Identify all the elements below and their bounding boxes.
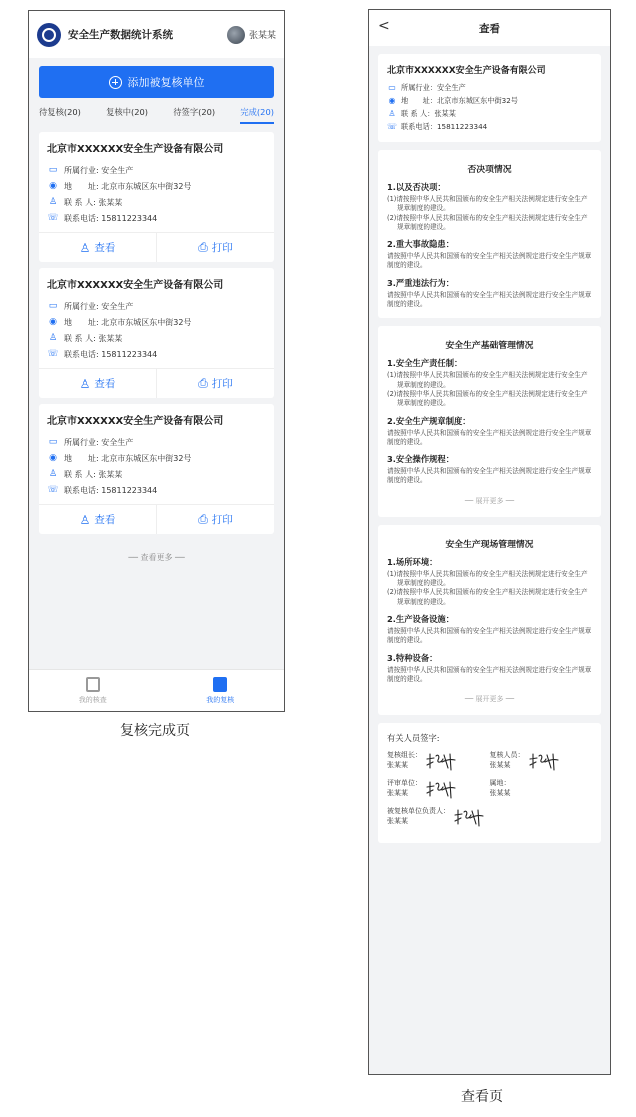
signature-title: 有关人员签字: — [387, 733, 440, 744]
briefcase-icon: ▭ — [48, 437, 58, 447]
address-value: 北京市东城区东中街32号 — [101, 453, 192, 463]
review-section-card — [378, 150, 601, 318]
address-row — [47, 450, 266, 466]
print-button[interactable] — [156, 505, 274, 534]
status-tabs — [29, 98, 284, 126]
company-name: 北京市XXXXXX安全生产设备有限公司 — [47, 144, 224, 155]
person-icon: ♙ — [388, 109, 396, 118]
contact-label: 联 系 人: — [64, 197, 96, 207]
section-title: 安全生产现场管理情况 — [445, 539, 534, 550]
tab-reviewing[interactable]: 复核中(20) — [106, 107, 149, 117]
contact-row — [47, 330, 266, 346]
signature-role: 被复核单位负责人： — [387, 807, 450, 816]
industry-value: 安全生产 — [101, 437, 134, 447]
contact-label: 联 系 人: — [64, 333, 96, 343]
address-row — [387, 94, 592, 107]
industry-row — [47, 434, 266, 450]
briefcase-icon: ▭ — [48, 301, 58, 311]
person-icon: ♙ — [79, 376, 91, 391]
industry-label: 所属行业: — [64, 301, 99, 311]
item-title: 1.安全生产责任制： — [387, 358, 463, 369]
card-body — [39, 404, 274, 504]
item-text: 请按照中华人民共和国颁布的安全生产相关法例规定进行安全生产规章制度的建设。 — [387, 428, 592, 446]
item-title: 3.特种设备： — [387, 652, 438, 663]
page-title: 查看 — [479, 22, 500, 35]
app-title: 安全生产数据统计系统 — [68, 29, 173, 41]
contact-value: 张某某 — [98, 469, 123, 479]
phone-icon: ☏ — [387, 122, 398, 131]
industry-row — [47, 298, 266, 314]
person-icon: ♙ — [48, 469, 58, 479]
view-label: 查看 — [94, 514, 116, 526]
handwritten-signature — [424, 750, 458, 772]
view-label: 查看 — [94, 378, 116, 390]
nav-my-check-label: 我的核查 — [78, 695, 107, 704]
back-arrow-icon[interactable]: < — [378, 18, 390, 34]
phone-icon: ☏ — [47, 485, 59, 495]
item-title: 1.以及否决项： — [387, 182, 446, 192]
signature-role: 复核组长： — [387, 751, 422, 760]
person-icon: ♙ — [48, 197, 58, 207]
card-body — [39, 132, 274, 232]
review-sections — [369, 150, 610, 715]
review-section-card — [378, 525, 601, 715]
expand-more-link[interactable]: ── 展开更多 ── — [464, 695, 515, 704]
phone-value: 15811223344 — [101, 349, 158, 359]
company-name: 北京市XXXXXX安全生产设备有限公司 — [47, 416, 224, 427]
bottom-nav — [29, 669, 284, 711]
app-header — [29, 11, 284, 58]
briefcase-icon: ▭ — [388, 83, 396, 92]
contact-label: 联 系 人: — [64, 469, 96, 479]
briefcase-icon: ▭ — [48, 165, 58, 175]
contact-row — [47, 466, 266, 482]
nav-my-review-label: 我的复核 — [206, 695, 235, 704]
print-label: 打印 — [211, 378, 233, 390]
item-text: (2)请按照中华人民共和国颁布的安全生产相关法例规定进行安全生产规章制度的建设。 — [387, 389, 588, 408]
card-actions — [39, 368, 274, 398]
address-label: 地 址: — [64, 317, 99, 327]
address-row — [47, 314, 266, 330]
phone-icon: ☏ — [47, 213, 59, 223]
signature-name: 张某某 — [489, 789, 511, 798]
view-button[interactable] — [39, 233, 156, 262]
view-page-screen — [368, 9, 611, 1075]
company-card-list — [29, 132, 284, 534]
address-text: 地 址：北京市东城区东中街32号 — [401, 95, 518, 105]
handwritten-signature — [527, 750, 561, 772]
company-card — [39, 132, 274, 262]
contact-row — [387, 107, 592, 120]
printer-icon: ⎙ — [198, 240, 208, 254]
avatar[interactable] — [227, 26, 245, 44]
company-name: 北京市XXXXXX安全生产设备有限公司 — [387, 66, 546, 76]
tab-completed[interactable]: 完成(20) — [240, 100, 274, 124]
item-text: (2)请按照中华人民共和国颁布的安全生产相关法例规定进行安全生产规章制度的建设。 — [387, 588, 588, 606]
handwritten-signature — [424, 778, 458, 800]
signature-entry — [387, 750, 490, 772]
location-icon: ◉ — [388, 96, 396, 105]
app-logo — [37, 23, 61, 47]
item-title: 3.安全操作规程： — [387, 454, 455, 465]
print-button[interactable] — [156, 233, 274, 262]
card-actions — [39, 232, 274, 262]
contact-value: 张某某 — [98, 333, 123, 343]
company-name: 北京市XXXXXX安全生产设备有限公司 — [47, 280, 224, 291]
contact-row — [47, 194, 266, 210]
person-icon: ♙ — [48, 333, 58, 343]
phone-label: 联系电话: — [64, 213, 99, 223]
address-row — [47, 178, 266, 194]
signature-role: 复核人员： — [489, 751, 525, 760]
signature-role: 属地： — [489, 779, 511, 788]
phone-value: 15811223344 — [101, 485, 158, 495]
item-title: 2.安全生产规章制度： — [387, 415, 471, 426]
signature-name: 张某某 — [489, 761, 511, 770]
section-title: 否决项情况 — [467, 165, 512, 175]
right-caption: 查看页 — [461, 1089, 503, 1105]
item-text: (2)请按照中华人民共和国颁布的安全生产相关法例规定进行安全生产规章制度的建设。 — [387, 213, 588, 231]
company-info-card — [378, 54, 601, 142]
add-review-unit-label: 添加被复核单位 — [127, 76, 205, 89]
item-text: 请按照中华人民共和国颁布的安全生产相关法例规定进行安全生产规章制度的建设。 — [387, 626, 592, 645]
industry-text: 所属行业：安全生产 — [401, 82, 466, 92]
nav-my-review[interactable] — [157, 670, 285, 711]
item-text: 请按照中华人民共和国颁布的安全生产相关法例规定进行安全生产规章制度的建设。 — [387, 290, 592, 309]
signature-name: 张某某 — [387, 817, 408, 826]
person-icon: ♙ — [79, 512, 91, 527]
tab-pending-review[interactable]: 待复核(20) — [39, 107, 81, 117]
review-doc-icon — [213, 677, 227, 692]
signature-name: 张某某 — [387, 789, 408, 798]
view-label: 查看 — [94, 242, 116, 254]
expand-more-link[interactable]: ── 展开更多 ── — [464, 496, 515, 505]
location-icon: ◉ — [49, 453, 57, 463]
address-value: 北京市东城区东中街32号 — [101, 181, 192, 191]
card-body — [39, 268, 274, 368]
contact-value: 张某某 — [98, 197, 123, 207]
signature-name: 张某某 — [387, 761, 408, 770]
signature-entry — [387, 806, 592, 828]
phone-row — [47, 210, 266, 226]
signature-label-block — [490, 778, 511, 798]
signature-label-block — [387, 778, 422, 798]
phone-text: 联系电话：15811223344 — [401, 121, 488, 131]
handwritten-signature — [452, 806, 486, 828]
signature-card — [378, 723, 601, 843]
completed-page-screen — [28, 10, 285, 712]
review-section-card — [378, 326, 601, 516]
signature-entry — [387, 778, 490, 800]
phone-row — [387, 120, 592, 133]
printer-icon: ⎙ — [198, 376, 208, 390]
industry-label: 所属行业: — [64, 165, 99, 175]
phone-value: 15811223344 — [101, 213, 158, 223]
view-more-link[interactable]: ── 查看更多 ── — [128, 553, 185, 562]
phone-row — [47, 346, 266, 362]
item-text: (1)请按照中华人民共和国颁布的安全生产相关法例规定进行安全生产规章制度的建设。 — [387, 195, 588, 213]
item-title: 2.生产设备设施： — [387, 613, 455, 624]
industry-row — [47, 162, 266, 178]
industry-value: 安全生产 — [101, 301, 134, 311]
item-text: 请按照中华人民共和国颁布的安全生产相关法例规定进行安全生产规章制度的建设。 — [387, 665, 592, 683]
section-title: 安全生产基础管理情况 — [445, 341, 534, 352]
phone-row — [47, 482, 266, 498]
contact-text: 联 系 人：张某某 — [401, 108, 456, 118]
view-header — [369, 10, 610, 46]
add-review-unit-button[interactable] — [39, 66, 274, 98]
location-icon: ◉ — [49, 317, 57, 327]
item-title: 1.场所环境： — [387, 556, 438, 567]
company-card — [39, 268, 274, 398]
item-text: 请按照中华人民共和国颁布的安全生产相关法例规定进行安全生产规章制度的建设。 — [387, 467, 592, 485]
item-text: (1)请按照中华人民共和国颁布的安全生产相关法例规定进行安全生产规章制度的建设。 — [387, 371, 588, 389]
signature-label-block — [387, 806, 450, 826]
user-name[interactable]: 张某某 — [248, 31, 276, 41]
item-title: 2.重大事故隐患： — [387, 239, 455, 250]
signature-role: 评审单位： — [387, 779, 422, 788]
print-label: 打印 — [211, 242, 233, 254]
print-label: 打印 — [211, 514, 233, 526]
printer-icon: ⎙ — [198, 512, 208, 526]
signature-grid — [387, 750, 592, 834]
nav-my-check[interactable] — [29, 670, 157, 711]
signature-label-block — [490, 750, 525, 770]
view-button[interactable] — [39, 369, 156, 398]
card-actions — [39, 504, 274, 534]
signature-entry — [490, 778, 593, 800]
company-card — [39, 404, 274, 534]
plus-circle-icon — [109, 76, 122, 89]
view-button[interactable] — [39, 505, 156, 534]
industry-row — [387, 81, 592, 94]
tab-pending-sign[interactable]: 待签字(20) — [173, 107, 216, 117]
address-value: 北京市东城区东中街32号 — [101, 317, 192, 327]
signature-entry — [490, 750, 593, 772]
item-text: (1)请按照中华人民共和国颁布的安全生产相关法例规定进行安全生产规章制度的建设。 — [387, 569, 588, 588]
item-text: 请按照中华人民共和国颁布的安全生产相关法例规定进行安全生产规章制度的建设。 — [387, 252, 592, 270]
signature-label-block — [387, 750, 422, 770]
person-icon: ♙ — [79, 240, 91, 255]
edit-doc-icon — [86, 677, 100, 692]
location-icon: ◉ — [49, 181, 57, 191]
item-title: 3.严重违法行为： — [387, 277, 455, 288]
industry-label: 所属行业: — [64, 437, 99, 447]
industry-value: 安全生产 — [101, 165, 134, 175]
left-caption: 复核完成页 — [120, 723, 190, 739]
phone-icon: ☏ — [47, 349, 59, 359]
print-button[interactable] — [156, 369, 274, 398]
address-label: 地 址: — [64, 453, 99, 463]
address-label: 地 址: — [64, 181, 99, 191]
phone-label: 联系电话: — [64, 349, 99, 359]
phone-label: 联系电话: — [64, 485, 99, 495]
